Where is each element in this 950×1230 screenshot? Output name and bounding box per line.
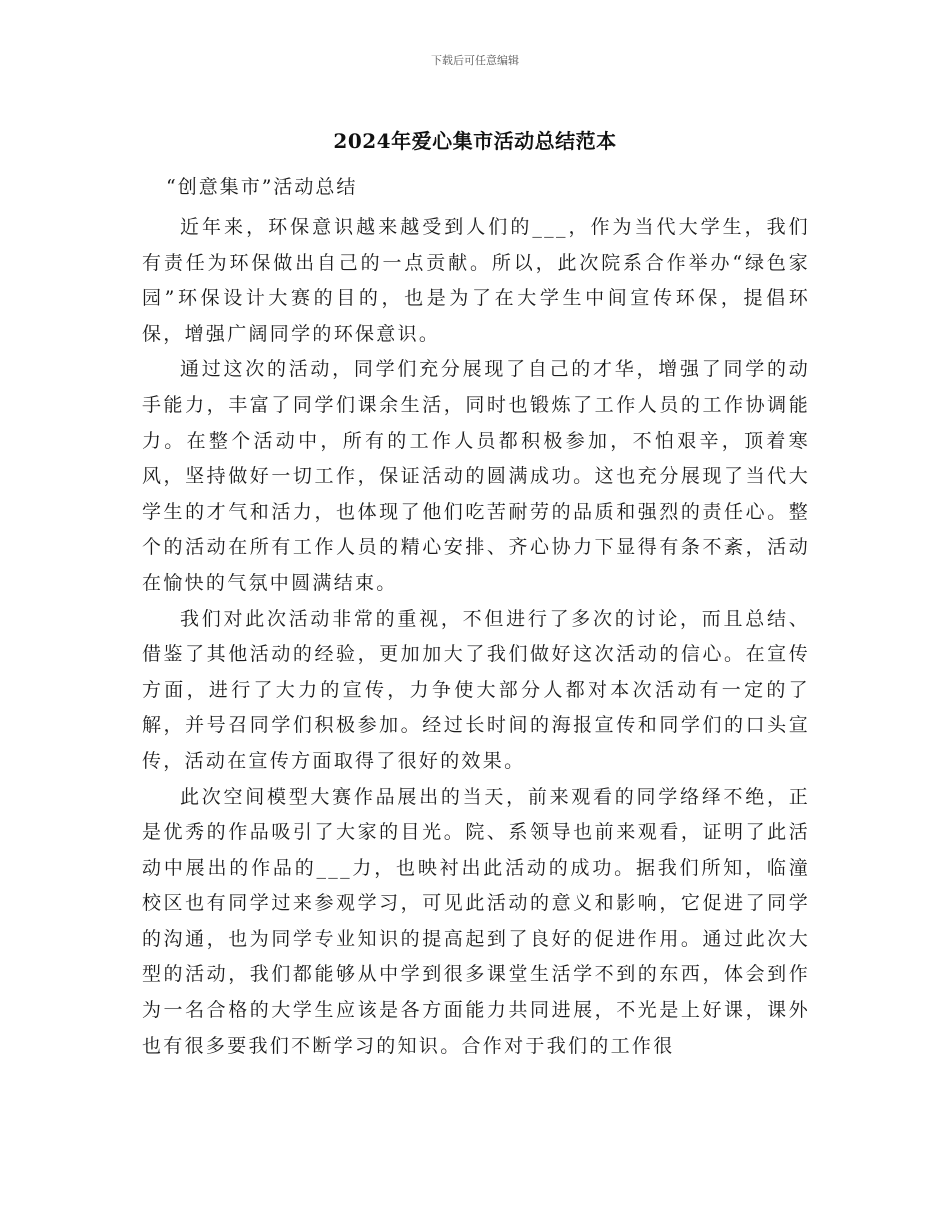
section-subtitle: “创意集市”活动总结 xyxy=(166,176,358,198)
paragraph: 我们对此次活动非常的重视，不但进行了多次的讨论，而且总结、借鉴了其他活动的经验，更加加大了我们做好这次活动的信心。在宣传方面，进行了大力的宣传，力争使大部分人都对本次活动有一定的了解，并号召同学们积极参加。经过长时间的海报宣传和同学们的口头宣传，活动在宣传方面取得了很好的效果。 xyxy=(142,607,810,772)
document-body xyxy=(142,210,810,1064)
header-note: 下载后可任意编辑 xyxy=(431,54,519,67)
paragraph: 近年来，环保意识越来越受到人们的___，作为当代大学生，我们有责任为环保做出自己的一点贡献。所以，此次院系合作举办“绿色家园”环保设计大赛的目的，也是为了在大学生中间宣传环保，提倡环保，增强广阔同学的环保意识。 xyxy=(142,216,810,345)
paragraph: 通过这次的活动，同学们充分展现了自己的才华，增强了同学的动手能力，丰富了同学们课余生活，同时也锻炼了工作人员的工作协调能力。在整个活动中，所有的工作人员都积极参加，不怕艰辛，顶着寒风，坚持做好一切工作，保证活动的圆满成功。这也充分展现了当代大学生的才气和活力，也体现了他们吃苦耐劳的品质和强烈的责任心。整个的活动在所有工作人员的精心安排、齐心协力下显得有条不紊，活动在愉快的气氛中圆满结束。 xyxy=(142,358,810,594)
document-title: 2024年爱心集市活动总结范本 xyxy=(333,129,617,153)
paragraph: 此次空间模型大赛作品展出的当天，前来观看的同学络绎不绝，正是优秀的作品吸引了大家的目光。院、系领导也前来观看，证明了此活动中展出的作品的___力，也映衬出此活动的成功。据我们所知，临潼校区也有同学过来参观学习，可见此活动的意义和影响，它促进了同学的沟通，也为同学专业知识的提高起到了良好的促进作用。通过此次大型的活动，我们都能够从中学到很多课堂生活学不到的东西，体会到作为一名合格的大学生应该是各方面能力共同进展，不光是上好课，课外也有很多要我们不断学习的知识。合作对于我们的工作很 xyxy=(142,785,810,1057)
